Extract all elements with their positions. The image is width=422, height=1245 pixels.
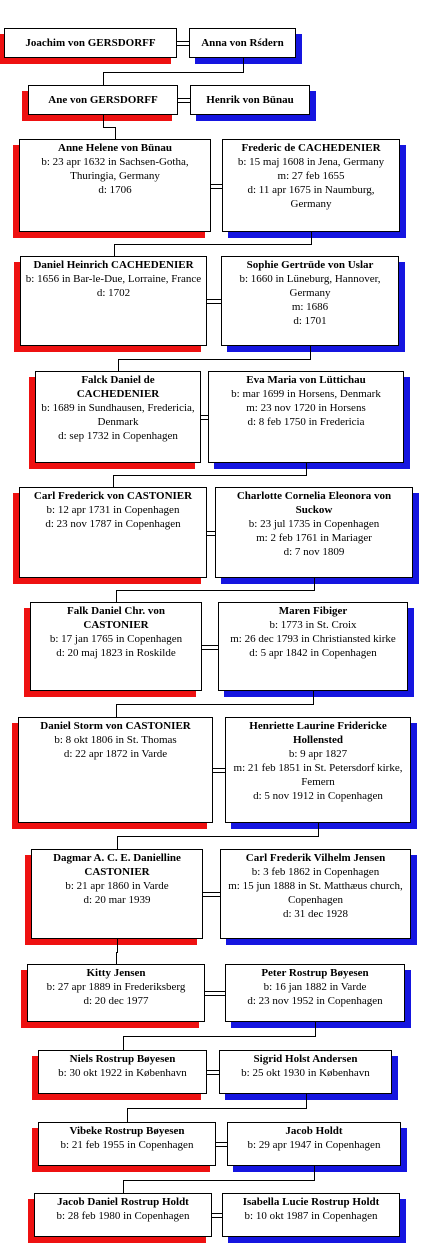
person-box — [4, 28, 177, 58]
person-detail: d: 20 dec 1977 — [83, 995, 149, 1007]
person-name: Ane von GERSDORFF — [48, 94, 158, 106]
person-detail: b: 3 feb 1862 in Copenhagen — [251, 866, 380, 878]
descent-line — [113, 475, 307, 476]
descent-line — [127, 1108, 128, 1122]
person-detail: d: 7 nov 1809 — [283, 546, 345, 558]
marriage-line — [211, 184, 222, 185]
person-detail: d: 23 nov 1952 in Copenhagen — [247, 995, 383, 1007]
descent-line — [118, 359, 119, 371]
person-box — [227, 1122, 401, 1166]
descent-line — [243, 58, 244, 72]
person-name: Daniel Heinrich CACHEDENIER — [33, 259, 194, 271]
person-name: Maren Fibiger — [278, 605, 348, 617]
person-box — [30, 602, 202, 691]
person-box — [225, 964, 405, 1022]
person-detail: m: 15 jun 1888 in St. Matthæus church, Copenhagen — [228, 880, 403, 906]
person-box — [19, 139, 211, 232]
person-detail: b: 9 apr 1827 — [288, 748, 348, 760]
person-name: Peter Rostrup Bøyesen — [261, 967, 369, 979]
person-detail: d: 11 apr 1675 in Naumburg, Germany — [247, 184, 375, 210]
marriage-line — [203, 892, 220, 893]
person-detail: d: 23 nov 1787 in Copenhagen — [45, 518, 181, 530]
person-detail: m: 23 nov 1720 in Horsens — [246, 402, 366, 414]
person-detail: m: 2 feb 1761 in Mariager — [256, 532, 372, 544]
descent-line — [117, 939, 118, 952]
person-box — [219, 1050, 392, 1094]
descent-line — [113, 475, 114, 487]
person-name: Dagmar A. C. E. Danielline CASTONIER — [53, 852, 181, 878]
descent-line — [116, 590, 117, 602]
descent-line — [116, 704, 314, 705]
person-box — [189, 28, 296, 58]
person-box — [208, 371, 404, 463]
descent-line — [103, 72, 244, 73]
person-name: Carl Frederik Vilhelm Jensen — [245, 852, 386, 864]
person-name: Falck Daniel de CACHEDENIER — [76, 374, 160, 400]
person-detail: m: 1686 — [291, 301, 329, 313]
descent-line — [123, 1036, 316, 1037]
descent-line — [313, 691, 314, 704]
person-detail: d: 5 apr 1842 in Copenhagen — [249, 647, 377, 659]
descent-line — [315, 1022, 316, 1036]
person-detail: d: sep 1732 in Copenhagen — [58, 430, 178, 442]
marriage-line — [213, 772, 225, 773]
descent-line — [127, 1108, 307, 1109]
descent-line — [318, 823, 319, 836]
person-box — [28, 85, 178, 115]
person-name: Frederic de CACHEDENIER — [241, 142, 381, 154]
descent-line — [117, 836, 319, 837]
marriage-line — [216, 1142, 227, 1143]
person-box — [220, 849, 411, 939]
descent-line — [314, 1166, 315, 1180]
person-name: Henrik von Bünau — [206, 94, 294, 106]
person-name: Niels Rostrup Bøyesen — [69, 1053, 176, 1065]
marriage-line — [207, 303, 221, 304]
person-detail: b: 16 jan 1882 in Varde — [263, 981, 367, 993]
person-detail: d: 5 nov 1912 in Copenhagen — [253, 790, 383, 802]
person-box — [215, 487, 413, 578]
descent-line — [306, 1094, 307, 1108]
descent-line — [103, 115, 104, 127]
person-box — [18, 717, 213, 823]
marriage-line — [212, 1213, 222, 1214]
person-detail: b: 27 apr 1889 in Frederiksberg — [46, 981, 186, 993]
person-detail: b: 30 okt 1922 in København — [58, 1067, 187, 1079]
descent-line — [310, 346, 311, 359]
person-box — [20, 256, 207, 346]
marriage-line — [202, 649, 218, 650]
person-name: Carl Frederick von CASTONIER — [33, 490, 193, 502]
descent-line — [311, 232, 312, 244]
marriage-line — [203, 896, 220, 897]
descent-line — [123, 1180, 315, 1181]
person-name: Isabella Lucie Rostrup Holdt — [242, 1196, 380, 1208]
marriage-line — [207, 1070, 219, 1071]
person-name: Jacob Daniel Rostrup Holdt — [57, 1196, 189, 1208]
descent-line — [114, 244, 115, 256]
person-detail: b: mar 1699 in Horsens, Denmark — [231, 388, 381, 400]
person-name: Eva Maria von Lüttichau — [246, 374, 366, 386]
person-detail: d: 1706 — [98, 184, 132, 196]
person-box — [38, 1050, 207, 1094]
marriage-line — [205, 991, 225, 992]
marriage-line — [177, 45, 189, 46]
person-detail: b: 1689 in Sundhausen, Fredericia, Denmark — [41, 402, 195, 428]
person-detail: b: 23 apr 1632 in Sachsen-Gotha, Thuringia, Germany — [41, 156, 189, 182]
person-box — [190, 85, 310, 115]
descent-line — [123, 1180, 124, 1193]
person-detail: d: 20 maj 1823 in Roskilde — [56, 647, 176, 659]
marriage-line — [201, 415, 208, 416]
descent-line — [114, 244, 312, 245]
person-detail: d: 8 feb 1750 in Fredericia — [247, 416, 365, 428]
person-detail: d: 20 mar 1939 — [83, 894, 151, 906]
person-name: Vibeke Rostrup Bøyesen — [69, 1125, 185, 1137]
person-detail: b: 21 feb 1955 in Copenhagen — [60, 1139, 194, 1151]
person-detail: b: 28 feb 1980 in Copenhagen — [56, 1210, 190, 1222]
marriage-line — [216, 1146, 227, 1147]
person-name: Sophie Gertrüde von Uslar — [246, 259, 374, 271]
person-detail: b: 17 jan 1765 in Copenhagen — [49, 633, 183, 645]
descent-line — [116, 590, 315, 591]
person-detail: d: 1702 — [96, 287, 131, 299]
descent-line — [115, 127, 116, 139]
person-detail: b: 21 apr 1860 in Varde — [65, 880, 169, 892]
person-name: Daniel Storm von CASTONIER — [40, 720, 191, 732]
person-box — [218, 602, 408, 691]
person-detail: b: 8 okt 1806 in St. Thomas — [54, 734, 177, 746]
descent-line — [116, 952, 117, 964]
person-name: Kitty Jensen — [86, 967, 146, 979]
marriage-line — [211, 188, 222, 189]
person-box — [221, 256, 399, 346]
person-box — [225, 717, 411, 823]
marriage-line — [207, 299, 221, 300]
descent-line — [306, 463, 307, 475]
person-box — [222, 139, 400, 232]
person-box — [222, 1193, 400, 1237]
person-name: Jacob Holdt — [285, 1125, 343, 1137]
person-box — [27, 964, 205, 1022]
marriage-line — [202, 645, 218, 646]
person-detail: d: 31 dec 1928 — [282, 908, 349, 920]
person-detail: b: 25 okt 1930 in København — [241, 1067, 370, 1079]
person-detail: b: 12 apr 1731 in Copenhagen — [46, 504, 180, 516]
person-box — [38, 1122, 216, 1166]
person-name: Sigrid Holst Andersen — [253, 1053, 358, 1065]
marriage-line — [201, 419, 208, 420]
person-box — [35, 371, 201, 463]
descent-line — [123, 1036, 124, 1050]
person-name: Anna von Rśdern — [201, 37, 284, 49]
marriage-line — [178, 98, 190, 99]
marriage-line — [213, 768, 225, 769]
person-box — [34, 1193, 212, 1237]
person-detail: b: 1773 in St. Croix — [269, 619, 357, 631]
person-name: Anne Helene von Bünau — [58, 142, 172, 154]
person-detail: m: 27 feb 1655 — [277, 170, 345, 182]
descent-line — [314, 578, 315, 590]
marriage-line — [177, 41, 189, 42]
person-detail: b: 15 maj 1608 in Jena, Germany — [237, 156, 385, 168]
marriage-line — [212, 1217, 222, 1218]
person-detail: b: 10 okt 1987 in Copenhagen — [244, 1210, 378, 1222]
marriage-line — [207, 535, 215, 536]
person-detail: b: 23 jul 1735 in Copenhagen — [248, 518, 380, 530]
person-detail: d: 22 apr 1872 in Varde — [63, 748, 168, 760]
descent-line — [116, 704, 117, 717]
marriage-line — [178, 102, 190, 103]
person-box — [31, 849, 203, 939]
person-name: Henriette Laurine Fridericke Hollensted — [249, 720, 387, 746]
person-name: Falk Daniel Chr. von CASTONIER — [66, 605, 165, 631]
marriage-line — [207, 531, 215, 532]
person-box — [19, 487, 207, 578]
marriage-line — [205, 995, 225, 996]
person-name: Charlotte Cornelia Eleonora von Suckow — [236, 490, 392, 516]
person-detail: m: 21 feb 1851 in St. Petersdorf kirke, Femern — [233, 762, 403, 788]
marriage-line — [207, 1074, 219, 1075]
person-detail: m: 26 dec 1793 in Christiansted kirke — [230, 633, 396, 645]
person-detail: d: 1701 — [293, 315, 327, 327]
person-detail: b: 29 apr 1947 in Copenhagen — [247, 1139, 381, 1151]
person-name: Joachim von GERSDORFF — [25, 37, 156, 49]
descent-line — [117, 836, 118, 849]
person-detail: b: 1660 in Lüneburg, Hannover, Germany — [239, 273, 381, 299]
descent-line — [118, 359, 311, 360]
descent-line — [103, 72, 104, 85]
person-detail: b: 1656 in Bar-le-Due, Lorraine, France — [25, 273, 202, 285]
